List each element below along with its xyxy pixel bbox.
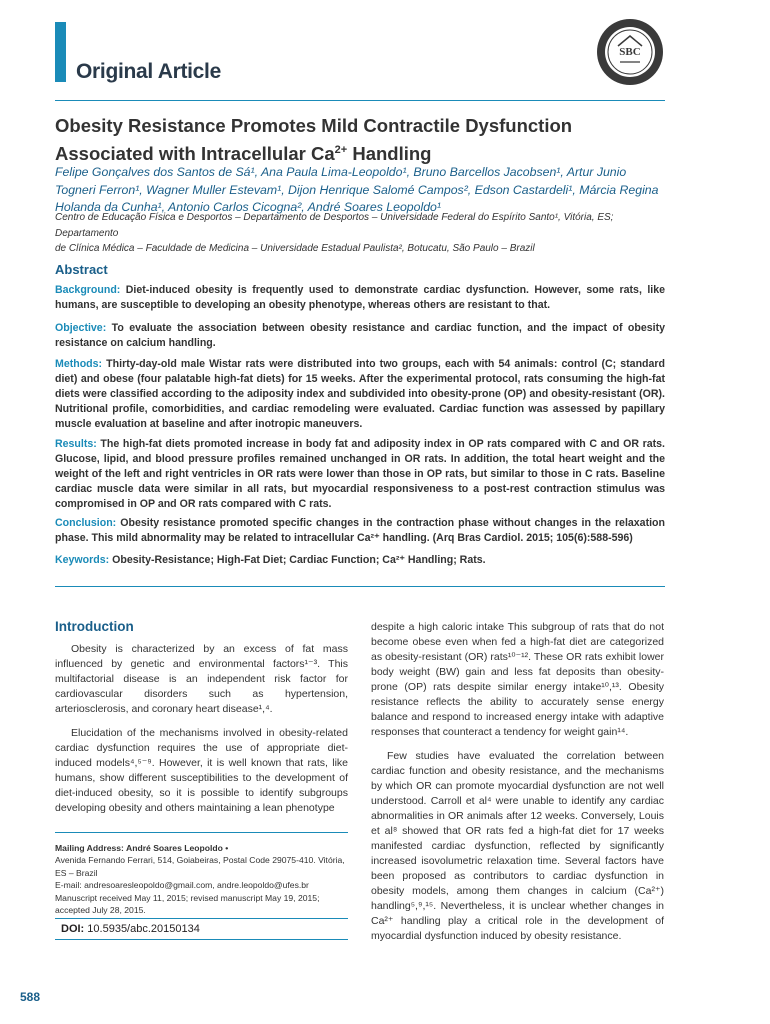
svg-text:SBC: SBC (619, 46, 641, 58)
introduction-heading: Introduction (55, 619, 134, 634)
society-seal-logo (596, 18, 664, 86)
intro-paragraph-1: Obesity is characterized by an excess of fat mass influenced by genetic and environmental factors¹⁻³. This multifactorial disease is an independent risk factor for cardiovascular disorders such as hypertension, arteriosclerosis, and coronary heart disease¹,⁴. (55, 643, 348, 715)
abstract-methods: Methods: Thirty-day-old male Wistar rats were distributed into two groups, each with 54 animals: control (C; standard diet) and obese (four palatable high-fat diets) for 15 weeks. After the experimental protocol, rats consuming the high-fat diets were classified according to the adiposity index and subdivided into obesity-prone (OP) and obesity-resistant (OR). Nutritional profile, comorbidities, and cardiac remodeling were evaluated. Cardiac function was assessed by papillary muscle evaluation at baseline and after inotropic maneuvers. (55, 358, 665, 430)
right-column (371, 620, 664, 953)
doi-box: DOI: 10.5935/abc.20150134 (55, 918, 348, 940)
author-list: Felipe Gonçalves dos Santos de Sá¹, Ana Paula Lima-Leopoldo¹, Bruno Barcellos Jacobsen¹, Artur Junio Togneri Ferron¹, Wagner Muller Estevam¹, Dijon Henrique Salomé Campos², Edson Castardeli¹, Márcia Regina Holanda da Cunha¹, Antonio Carlos Cicogna², André Soares Leopoldo¹ (55, 165, 659, 214)
section-label: Original Article (76, 60, 221, 83)
abstract-conclusion: Conclusion: Obesity resistance promoted specific changes in the contraction phase without changes in the relaxation phase. This mild abnormality may be related to intracellular Ca²⁺ handling. (Arq Bras Cardiol. 2015; 105(6):588-596) (55, 517, 665, 544)
abstract-objective: Objective: To evaluate the association between obesity resistance and cardiac function, and the impact of obesity resistance on calcium handling. (55, 322, 665, 349)
article-title: Obesity Resistance Promotes Mild Contractile Dysfunction Associated with Intracellular $Ca^{2+}$ Handling (55, 115, 573, 165)
header-rule (55, 100, 665, 101)
intro-paragraph-4: Few studies have evaluated the correlation between cardiac function and obesity resistance, and the mechanisms by which OR can promote myocardial dysfunction are not well understood. Carroll et al⁴ were unable to identify any cardiac abnormalities in OR animals after 12 weeks. Conversely, Louis et al⁸ showed that OR rats fed a high-fat diet for 17 weeks manifested cardiac dysfunction, reflected by significantly increased isovolumetric relaxation time. Several factors have been proposed as contributors to cardiac dysfunction in obesity models, among them changes in calcium (Ca²⁺) handling⁵,⁹,¹⁵. Nevertheless, it is unclear whether changes in Ca²⁺ handling play a critical role in the development of myocardial dysfunction induced by obesity resistance. (371, 750, 664, 942)
abstract-heading: Abstract (55, 262, 108, 277)
abstract-results: Results: The high-fat diets promoted increase in body fat and adiposity index in OP rats compared with C and OR rats. Glucose, lipid, and blood pressure profiles remained unchanged in OR rats. In addition, the total heart weight and the weight of the left and right ventricles in OR rats were lower than those in OP rats, but similar to those in C rats. Baseline cardiac muscle data were similar in all rats, but myocardial responsiveness to a post-rest contraction stimulus was compromised in OP and OR rats compared with C rats. (55, 438, 665, 510)
mailing-rule (55, 832, 348, 833)
affiliations: Centro de Educação Física e Desportos – Departamento de Desportos – Universidade Federal do Espírito Santo¹, Vitória, ES; Departamento de Clínica Médica – Faculdade de Medicina – Universidade Estadual Paulista², Botucatu, São Paulo – Brazil (55, 212, 614, 254)
abstract-background: Background: Diet-induced obesity is frequently used to demonstrate cardiac dysfunction. However, some rats, like humans, are susceptible to developing an obesity phenotype, whereas others are resistant to that. (55, 284, 665, 311)
section-accent-bar (55, 22, 66, 82)
intro-paragraph-2: Elucidation of the mechanisms involved in obesity-related cardiac dysfunction requires the use of appropriate diet-induced models⁴,⁵⁻⁹. However, it is well known that rats, like humans, show different susceptibilities to the development of diet-induced obesity, so it is possible to identify subgroups developing obesity and others maintaining a lean phenotype (55, 727, 348, 814)
abstract-keywords: Keywords: Obesity-Resistance; High-Fat Diet; Cardiac Function; Ca²⁺ Handling; Rats. (55, 554, 486, 566)
page-number: 588 (20, 990, 41, 1004)
abstract-rule (55, 586, 665, 587)
intro-paragraph-3: despite a high caloric intake This subgroup of rats that do not become obese even when fed a high-fat diet are categorized as obesity-resistant (OR) rats¹⁰⁻¹². These OR rats exhibit lower body weight (BW) gain and less fat deposits than obesity-prone (OP) rats despite similar energy intake¹⁰,¹³. Obesity resistance reflects the ability to accurately sense energy balance and respond to increased energy intake with adaptive responses that counteract a tendency for weight gain¹⁴. (371, 621, 664, 738)
left-column (55, 642, 348, 825)
mailing-address: Mailing Address: André Soares Leopoldo • Avenida Fernando Ferrari, 514, Goiabeiras, Postal Code 29075-410. Vitória, ES – Brazil E-mail: andresoaresleopoldo@gmail.com, andre.leopoldo@ufes.br Manuscript received May 11, 2015; revised manuscript May 19, 2015; accepted July 28, 2015. (55, 843, 345, 916)
doi-link[interactable]: 10.5935/abc.20150134 (87, 923, 200, 935)
